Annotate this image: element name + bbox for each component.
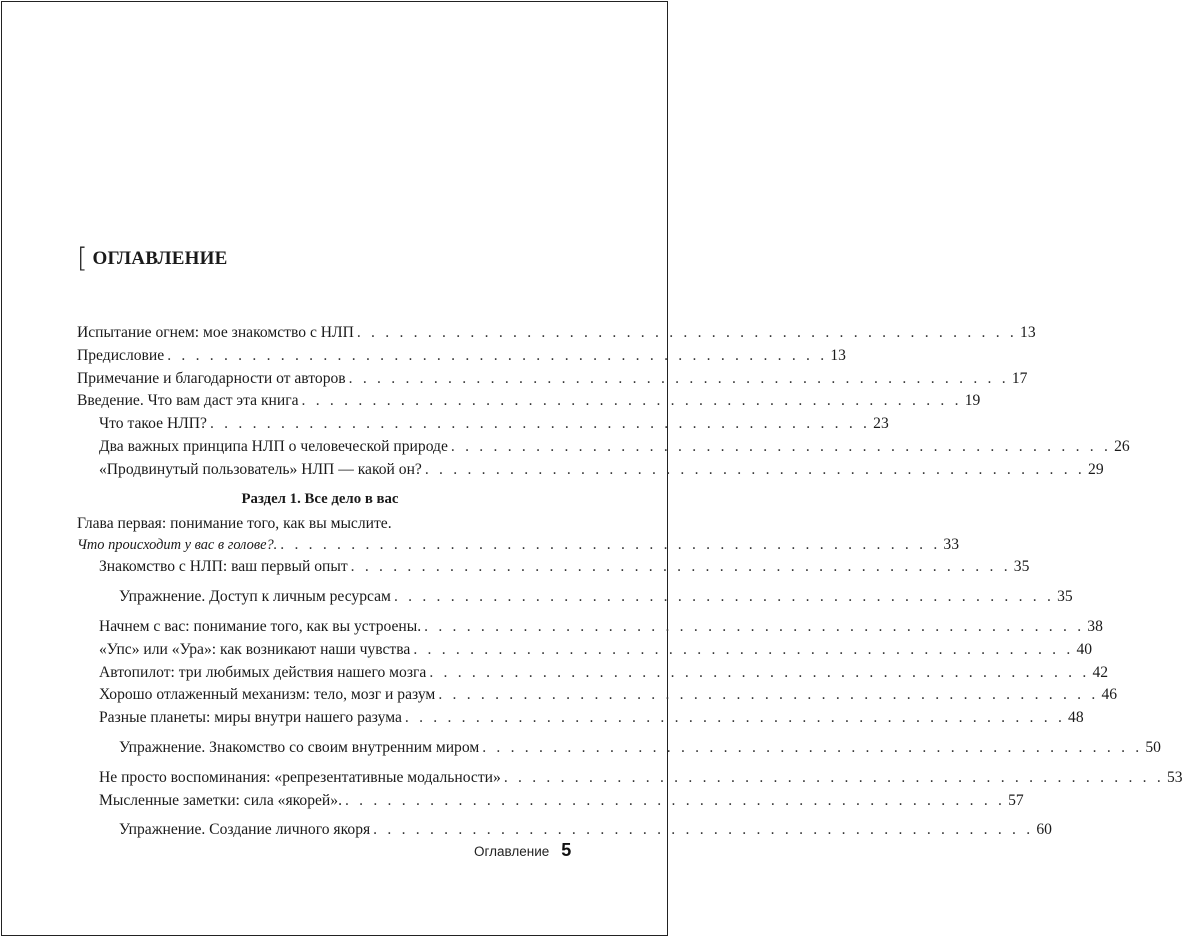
toc-entry[interactable] [77,684,1118,707]
toc-entry-page: 23 [873,415,889,433]
toc-entry[interactable] [77,368,1028,391]
toc-entry-page: 17 [1011,369,1028,387]
heading-bracket: [ [77,243,88,274]
toc-entry-title: «Продвинутый пользователь» НЛП — какой он? [99,460,422,478]
toc-entry[interactable] [77,662,1109,685]
toc-entry-page: 13 [830,346,846,364]
toc-entry[interactable] [77,556,1030,579]
leader-dots: . . . . . . . . . . . . . . . . . . . . . . . . . . . . . . . . . . . . . . . . . . . . . . . [438,686,1099,704]
leader-dots: . . . . . . . . . . . . . . . . . . . . . . . . . . . . . . . . . . . . . . . . . . . . . . . [167,346,828,364]
part-heading: Раздел 1. Все дело в вас [241,490,399,507]
leader-dots: . . . . . . . . . . . . . . . . . . . . . . . . . . . . . . . . . . . . . . . . . . . . . . . [450,437,1112,455]
toc-entry-title: Не просто воспоминания: «репрезентативные модальности» [99,768,501,786]
toc-entry[interactable] [77,390,981,413]
leader-dots: . . . . . . . . . . . . . . . . . . . . . . . . . . . . . . . . . . . . . . . . . . . . . . . [393,588,1055,606]
toc-entry[interactable] [77,737,1161,760]
page-footer [474,840,571,861]
toc-entry[interactable] [77,819,1052,842]
leader-dots: . . . . . . . . . . . . . . . . . . . . . . . . . . . . . . . . . . . . . . . . . . . . . . . [404,709,1066,727]
page-number: 5 [561,840,572,860]
leader-dots: . . . . . . . . . . . . . . . . . . . . . . . . . . . . . . . . . . . . . . . . . . . . . . . [350,558,1011,576]
toc-entry-title: Мысленные заметки: сила «якорей». [99,791,342,809]
leader-dots: . . . . . . . . . . . . . . . . . . . . . . . . . . . . . . . . . . . . . . . . . . . . . . . [503,768,1164,786]
toc-entry[interactable] [77,534,960,557]
toc-entry-title: Хорошо отлаженный механизм: тело, мозг и разум [99,686,436,704]
toc-entry-title: Испытание огнем: мое знакомство с НЛП [77,324,354,341]
table-of-contents [77,322,1183,842]
toc-heading [77,245,227,272]
toc-entry-title: Примечание и благодарности от авторов [77,369,346,387]
toc-entry-title: Упражнение. Создание личного якоря [119,821,371,839]
toc-entry-page: 42 [1092,663,1109,681]
toc-entry[interactable] [77,345,846,368]
toc-entry-title: Упражнение. Доступ к личным ресурсам [119,588,391,606]
toc-entry-page: 35 [1013,558,1030,576]
toc-entry[interactable] [77,436,1130,459]
toc-entry[interactable] [77,707,1084,730]
toc-entry-page: 26 [1114,437,1130,455]
toc-entry-title: Предисловие [77,346,165,364]
toc-entry-page: 40 [1076,640,1093,658]
toc-entry[interactable] [77,322,1036,345]
page-title: ОГЛАВЛЕНИЕ [92,247,228,269]
toc-entry[interactable] [77,767,1183,790]
leader-dots: . . . . . . . . . . . . . . . . . . . . . . . . . . . . . . . . . . . . . . . . . . . . . . . [280,535,941,553]
toc-entry-page: 50 [1145,738,1161,756]
toc-entry-title: Упражнение. Знакомство со своим внутренним миром [119,738,480,756]
leader-dots: . . . . . . . . . . . . . . . . . . . . . . . . . . . . . . . . . . . . . . . . . . . . . . . [424,617,1085,635]
toc-entry[interactable] [77,413,889,436]
toc-entry-page: 53 [1166,768,1183,786]
toc-entry-page: 29 [1088,460,1104,478]
toc-entry[interactable] [77,616,1103,639]
toc-entry-title: «Упс» или «Ура»: как возникают наши чувства [99,640,411,658]
toc-entry[interactable] [77,790,1024,813]
toc-entry[interactable] [77,639,1093,662]
leader-dots: . . . . . . . . . . . . . . . . . . . . . . . . . . . . . . . . . . . . . . . . . . . . . . . [209,415,871,433]
leader-dots: . . . . . . . . . . . . . . . . . . . . . . . . . . . . . . . . . . . . . . . . . . . . . . . [413,640,1074,658]
toc-entry[interactable] [77,586,1073,609]
leader-dots: . . . . . . . . . . . . . . . . . . . . . . . . . . . . . . . . . . . . . . . . . . . . . . . [373,821,1034,839]
toc-entry-page: 33 [943,535,960,553]
toc-entry-title: Разные планеты: миры внутри нашего разума [99,709,402,727]
toc-entry-title: Что такое НЛП? [99,415,207,433]
toc-entry-page: 48 [1068,709,1084,727]
toc-entry-page: 13 [1020,324,1036,341]
toc-entry-page: 60 [1036,821,1052,839]
toc-entry[interactable] [77,459,1104,482]
toc-entry-title: Автопилот: три любимых действия нашего мозга [99,663,427,681]
toc-entry-page: 57 [1008,791,1024,809]
toc-entry-title: Знакомство с НЛП: ваш первый опыт [99,558,348,576]
chapter-subtitle: Что происходит у вас в голове?. [77,536,278,553]
toc-entry-page: 38 [1087,617,1103,635]
toc-entry-page: 35 [1057,588,1073,606]
toc-entry-page: 19 [964,392,981,410]
chapter-title[interactable]: Глава первая: понимание того, как вы мыслите. [77,514,392,532]
toc-entry-title: Введение. Что вам даст эта книга [77,392,299,410]
toc-entry-title: Начнем с вас: понимание того, как вы устроены. [99,617,422,635]
leader-dots: . . . . . . . . . . . . . . . . . . . . . . . . . . . . . . . . . . . . . . . . . . . . . . . [482,738,1143,756]
toc-entry-title: Два важных принципа НЛП о человеческой природе [99,437,448,455]
toc-entry-page: 46 [1101,686,1118,704]
leader-dots: . . . . . . . . . . . . . . . . . . . . . . . . . . . . . . . . . . . . . . . . . . . . . . . [301,392,962,410]
leader-dots: . . . . . . . . . . . . . . . . . . . . . . . . . . . . . . . . . . . . . . . . . . . . . . . [344,791,1006,809]
leader-dots: . . . . . . . . . . . . . . . . . . . . . . . . . . . . . . . . . . . . . . . . . . . . . . . [348,369,1009,387]
leader-dots: . . . . . . . . . . . . . . . . . . . . . . . . . . . . . . . . . . . . . . . . . . . . . . . [429,663,1090,681]
leader-dots: . . . . . . . . . . . . . . . . . . . . . . . . . . . . . . . . . . . . . . . . . . . . . . . [424,460,1086,478]
running-footer-label: Оглавление [474,844,550,859]
leader-dots: . . . . . . . . . . . . . . . . . . . . . . . . . . . . . . . . . . . . . . . . . . . . . . . [356,324,1018,341]
